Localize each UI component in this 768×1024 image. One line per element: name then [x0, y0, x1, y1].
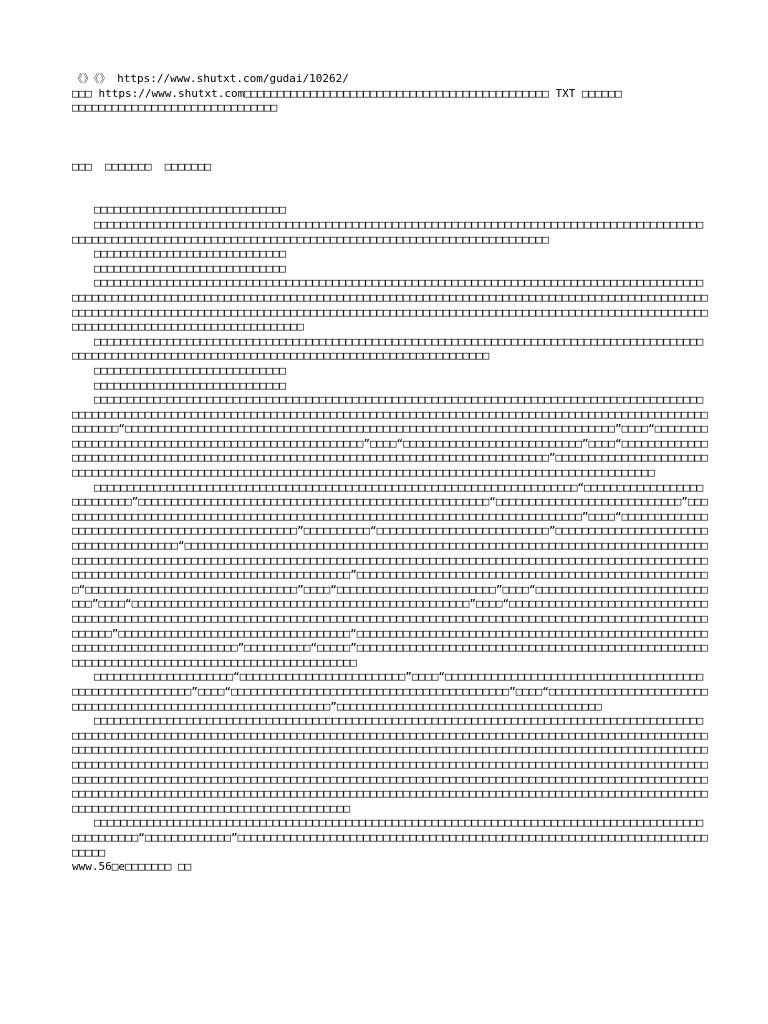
paragraph: □□□□□□□□□□□□□□□□□□□□□□□□□□□□□ [94, 247, 287, 261]
paragraph: □□□□□□□□□□□□□□□□□□□□□□□□□□□□□□□□□□□□□□□□□□□□□□□□□□□□□□□□□□□□□□□□□□□□□□□□□□□□□□□□□□□□□□□□□□□□□□□□□□□□□□□□□□□□□□□□□□□□□□□□□□□□□□□□□□□□□□□□□□□□□□□□□□□□□□□□□□□□□□□□□□□□ [72, 217, 704, 246]
paragraph: □□□□□□□□□□□□□□□□□□□□□“□□□□□□□□□□□□□□□□□□□□□□□□□”□□□□“□□□□□□□□□□□□□□□□□□□□□□□□□□□□□□□□□□□□□□□□□□□□□□□□□□□□□□□□□”□□□□“□□□□□□□□□□□□□□□□□□□□□□□□□□□□□□□□□□□□□□□□□□”□□□□“□□□□□□□□□□□□□□□□□□□□□□□□□□□□□□□□□□□□□□□□□□□□□□□□□□□□□□□□□□□□□□□”□□□□□□□□□□□□□□□□□□□□□□□□□□□□□□□□□□□□□□□□ [72, 670, 708, 713]
paragraph: □□□□□□□□□□□□□□□□□□□□□□□□□□□□□□□□□□□□□□□□□□□□□□□□□□□□□□□□□□□□□□□□□□□□□□□□□□□□□□□□□□□□□□□□□□□□□□□□□□□□□□□□□□□□□□□□□□□□□□□□□□□□□□□□□□□□□□□□□□□□□□□□□□□□□□□□□□□□□□□□□□□□□□□□□□□□□□□□□□□□□□□□□□□□□□□□□□□□□□□□□□□□□□□□□□□□□□□□□□□□□□□□□□□□□□□□□□□□□□□□□□□□□□□□□□□□□□□□□□□□□□□□□□□□□□□□□□□□□□□□□□□□□□□□□□□□□□□□□□□□□□□□□□□□□□□□□□□□□□□□□□□□□□□□□□□□□□□□□□□□□□□□□□□□□□□□□□□□□□□□□□□□□□□□□□□□□□□□□□□□□□□□□□□□□□□□□□□□□□□□□□□□□□□□□□□□□□□□□□□□□□□□□□□□□□□□□□□□□□□□□□□□□□□□□□□□□□□□□□□□□□□□□□□□□□□□□□□□□□□□□□□□□□□□□□□□□□□□□□□□□□□□□□□□□□□□□□□□□□□□□□□□□□□□□□□□□□□□□□□□□□□□□□□□□□□□□□□□□□□□□□□□□□□□□□□□□□□□□□□□□□□□□□□□□□□□□□□□□□□□□□□□□□□□□□□□□□ [72, 714, 708, 815]
site-notice-line: □□□ https://www.shutxt.com□□□□□□□□□□□□□□□□□□□□□□□□□□□□□□□□□□□□□□□□□□□□□□ TXT □□□□□□ [72, 86, 622, 100]
chapter-title: □□□ □□□□□□□ □□□□□□□ [72, 159, 212, 173]
document-page [72, 72, 708, 875]
source-url-line: 《》《》 https://www.shutxt.com/gudai/10262/ [72, 72, 349, 85]
paragraph: □□□□□□□□□□□□□□□□□□□□□□□□□□□□□ [94, 261, 287, 275]
paragraph: □□□□□□□□□□□□□□□□□□□□□□□□□□□□□ [94, 363, 287, 377]
paragraph: □□□□□□□□□□□□□□□□□□□□□□□□□□□□□□□□□□□□□□□□□□□□□□□□□□□□□□□□□□□□□□□□□□□□□□□□□□□□□□□□□□□□□□□□□□□□□□□□□□□□□□□□□□□□□□□□□□□□□□□□□□□□□□□□□□□□□□□□□□□□□□□□□□□□□□□□□□□ [72, 334, 704, 363]
footer-watermark-line: www.56□e□□□□□□□ □□ [72, 860, 192, 874]
paragraph: □□□□□□□□□□□□□□□□□□□□□□□□□□□□□□□□□□□□□□□□□□□□□□□□□□□□□□□□□□□□□□□□□□□□□□□□□□□□□□□□□□□□□□□□□□□□□□□□□□□□□□□□□□□□□□□□□□□□□□□□□□□□□□□□□□□□□□□□□□□□□□□□□□□□□□□□□□□□□□□□□□□□□□□□□□□□□□□□□□□□□□□□□□□□□□□□□□□□□□□□□□□□□□□□□□□□□□□□□□□□□□□□□□□□□□□□□□□□□□□□□□□□□□□□□□□□□□□□□□□□□□□□□□□□□□□□□□□□□□□□□□□□□□□□□□□□□□□□□□□□□□□□□□□□□□□□□□□□□□□ [72, 276, 708, 334]
paragraph: □□□□□□□□□□□□□□□□□□□□□□□□□□□□□□□□□□□□□□□□□□□□□□□□□□□□□□□□□□□□□□□□□□□□□□□□□□□□□□□□□□□□□□□□□□□□□□□□□□□□□□“□□□□□□□□□□□□□”□□□□□□□□□□□□□□□□□□□□□□□□□□□□□□□□□□□□□□□□□□□□□□□□□□□□□□□□□□□□□□□□□□□□□□□□□□□□ [72, 816, 708, 859]
site-notice-continuation: □□□□□□□□□□□□□□□□□□□□□□□□□□□□□□□ [72, 101, 278, 115]
paragraph: □□□□□□□□□□□□□□□□□□□□□□□□□□□□□□□□□□□□□□□□□□□□□□□□□□□□□□□□□□□□□□□□□□□□□□□□□“□□□□□□□□□□□□□□□□□□□□□□□□□□□”□□□□□□□□□□□□□□□□□□□□□□□□□□□□□□□□□□□□□□□□□□□□□□□□□□□□□“□□□□□□□□□□□□□□□□□□□□□□□□□□□□”□□□□□□□□□□□□□□□□□□□□□□□□□□□□□□□□□□□□□□□□□□□□□□□□□□□□□□□□□□□□□□□□□□□□□□□□□□□□□□□□”□□□□“□□□□□□□□□□□□□□□□□□□□□□□□□□□□□□□□□□□□□□□□□□□□□□□”□□□□□□□□□□“□□□□□□□□□□□□□□□□□□□□□□□□□□”□□□□□□□□□□□□□□□□□□□□□□□□□□□□□□□□□□□□□□□“□□□□□□□□□□□□□□□□□□□□□□□□□□□□□□□□□□□□□□□□□□□□□□□□□□□□□□□□□□□□□□□□□□□□□□□□□□□□□□□□□□□□□□□□□□□□□□□□□□□□□□□□□□□□□□□□□□□□□□□□□□□□□□□□□□□□□□□□□□□□□□□□□□□□□□□□□□□□□□□□□□□□□□□□□□□□□□□□□□□□□□□□□□□□□□□□□□□□□□□□□□□□□□□□□□□□□□□□□”□□□□□□□□□□□□□□□□□□□□□□□□□□□□□□□□□□□□□□□□□□□□□□□□□□□□□□“□□□□□□□□□□□□□□□□□□□□□□□□□□□□□□□□”□□□□“□□□□□□□□□□□□□□□□□□□□□□□□”□□□□“□□□□□□□□□□□□□□□□□□□□□□□□□□□□□”□□□□“□□□□□□□□□□□□□□□□□□□□□□□□□□□□□□□□□□□□□□□□□□□□□□□□□□□”□□□□“□□□□□□□□□□□□□□□□□□□□□□□□□□□□□□□□□□□□□□□□□□□□□□□□□□□□□□□□□□□□□□□□□□□□□□□□□□□□□□□□□□□□□□□□□□□□□□□□□□□□□□□□□□□□□□□□□□□□□□□□□□□□□□□□□□□□”□□□□□□□□□□□□□□□□□□□□□□□□□□□□□□□□□□□“□□□□□□□□□□□□□□□□□□□□□□□□□□□□□□□□□□□□□□□□□□□□□□□□□□□□□□□□□□□□□□□□□□□□□□□□□□□□□□”□□□□□□□□□□“□□□□□”□□□□□□□□□□□□□□□□□□□□□□□□□□□□□□□□□□□□□□□□□□□□□□□□□□□□□□□□□□□□□□□□□□□□□□□□□□□□□□□□□□□□□□□□□□□□□□□□ [72, 480, 708, 669]
paragraph: □□□□□□□□□□□□□□□□□□□□□□□□□□□□□ [94, 378, 287, 392]
paragraph: □□□□□□□□□□□□□□□□□□□□□□□□□□□□□ [94, 203, 287, 217]
paragraph: □□□□□□□□□□□□□□□□□□□□□□□□□□□□□□□□□□□□□□□□□□□□□□□□□□□□□□□□□□□□□□□□□□□□□□□□□□□□□□□□□□□□□□□□□□□□□□□□□□□□□□□□□□□□□□□□□□□□□□□□□□□□□□□□□□□□□□□□□□□□□□□□□□□□□□□□□□□□□□□□□□□□□□□□□□□□□□□□□□□□□□□□□□□□□□□□□□□“□□□□□□□□□□□□□□□□□□□□□□□□□□□□□□□□□□□□□□□□□□□□□□□□□□□□□□□□□□□□□□□□□□□□□□□□□□”□□□□“□□□□□□□□□□□□□□□□□□□□□□□□□□□□□□□□□□□□□□□□□□□□□□□□□□□□”□□□□“□□□□□□□□□□□□□□□□□□□□□□□□□□□”□□□□“□□□□□□□□□□□□□□□□□□□□□□□□□□□□□□□□□□□□□□□□□□□□□□□□□□□□□□□□□□□□□□□□□□□□□□□□□□□□□□□□□□□□□”□□□□□□□□□□□□□□□□□□□□□□□□□□□□□□□□□□□□□□□□□□□□□□□□□□□□□□□□□□□□□□□□□□□□□□□□□□□□□□□□□□□□□□□□□□□□□□□□□□□□□□□□□□□□□□□ [72, 393, 708, 480]
